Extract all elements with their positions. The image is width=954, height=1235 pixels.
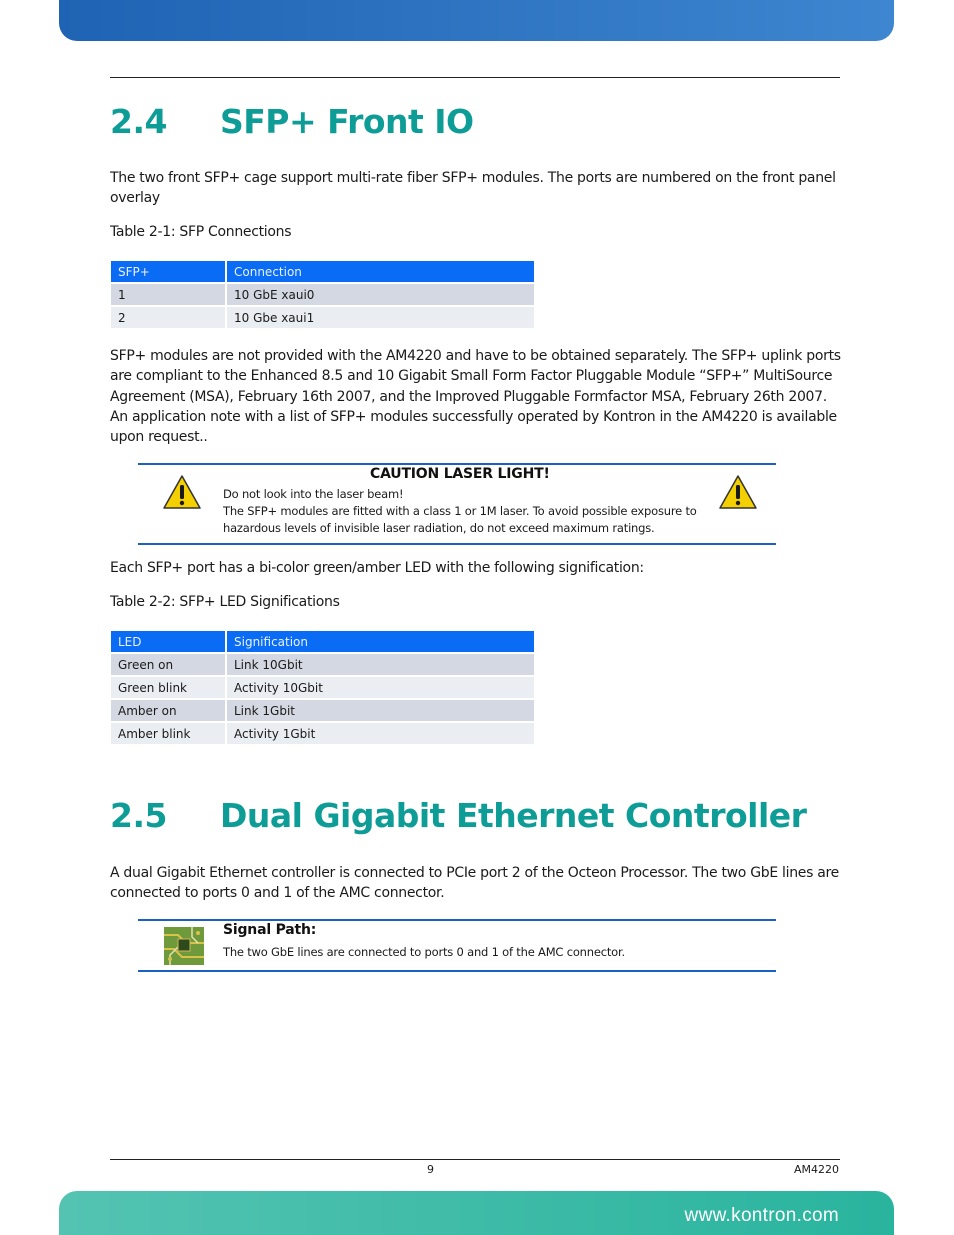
- header-banner: [59, 0, 894, 41]
- table-caption-sfp-connections: Table 2-1: SFP Connections: [110, 224, 292, 240]
- table-header: SFP+: [111, 261, 225, 282]
- caution-laser-note: [138, 463, 776, 545]
- table-cell: Activity 1Gbit: [227, 723, 534, 744]
- table-row: [111, 700, 534, 721]
- caution-title: CAUTION LASER LIGHT!: [370, 466, 550, 482]
- table-cell: Activity 10Gbit: [227, 677, 534, 698]
- signal-path-text: The two GbE lines are connected to ports 0 and 1 of the AMC connector.: [223, 945, 625, 959]
- page-number: 9: [427, 1163, 434, 1176]
- table-cell: Green on: [111, 654, 225, 675]
- ethernet-intro-paragraph: A dual Gigabit Ethernet controller is connected to PCIe port 2 of the Octeon Processor. The two GbE lines are connected to ports 0 and 1 of the AMC connector.: [110, 865, 839, 902]
- section-title: Dual Gigabit Ethernet Controller: [220, 796, 807, 835]
- circuit-board-icon: [164, 927, 204, 965]
- footer-rule: [110, 1159, 840, 1160]
- caution-line: Do not look into the laser beam!: [223, 487, 404, 501]
- led-intro-paragraph: Each SFP+ port has a bi-color green/amber LED with the following signification:: [110, 560, 644, 576]
- table-cell: Amber blink: [111, 723, 225, 744]
- website-link[interactable]: www.kontron.com: [684, 1205, 839, 1226]
- table-cell: 1: [111, 284, 225, 305]
- table-header: Connection: [227, 261, 534, 282]
- sfp-connections-table: [109, 259, 536, 330]
- table-cell: 10 Gbe xaui1: [227, 307, 534, 328]
- sfp-intro-paragraph: The two front SFP+ cage support multi-rate fiber SFP+ modules. The ports are numbered on the front panel overlay: [110, 170, 836, 207]
- document-name: AM4220: [793, 1163, 839, 1176]
- footer-banner: [59, 1191, 894, 1235]
- warning-icon: [162, 474, 202, 510]
- table-row: [111, 654, 534, 675]
- table-cell: 2: [111, 307, 225, 328]
- table-row: [111, 723, 534, 744]
- header-rule: [110, 77, 840, 78]
- table-caption-led-significations: Table 2-2: SFP+ LED Significations: [110, 594, 340, 610]
- table-cell: Link 10Gbit: [227, 654, 534, 675]
- table-header: LED: [111, 631, 225, 652]
- caution-line: hazardous levels of invisible laser radiation, do not exceed maximum ratings.: [223, 521, 655, 535]
- section-heading-2-4: [110, 102, 474, 141]
- signal-path-note: [138, 919, 776, 972]
- table-cell: Link 1Gbit: [227, 700, 534, 721]
- section-number: 2.5: [110, 796, 167, 835]
- table-cell: 10 GbE xaui0: [227, 284, 534, 305]
- table-cell: Green blink: [111, 677, 225, 698]
- section-heading-2-5: [110, 796, 806, 835]
- table-header: Signification: [227, 631, 534, 652]
- table-row: [111, 677, 534, 698]
- caution-line: The SFP+ modules are fitted with a class 1 or 1M laser. To avoid possible exposure to: [223, 504, 697, 518]
- table-row: [111, 284, 534, 305]
- table-cell: Amber on: [111, 700, 225, 721]
- section-number: 2.4: [110, 102, 167, 141]
- sfp-modules-paragraph: SFP+ modules are not provided with the AM4220 and have to be obtained separately. The SFP+ uplink ports are compliant to the Enhanced 8.5 and 10 Gigabit Small Form Factor Pluggable Module “SFP+” MultiSource Agreement (MSA), February 16th 2007, and the Improved Pluggable Formfactor MSA, February 26th 2007. An application note with a list of SFP+ modules successfully operated by Kontron in the AM4220 is available upon request..: [110, 348, 841, 446]
- signal-path-title: Signal Path:: [223, 922, 317, 938]
- section-title: SFP+ Front IO: [220, 102, 474, 141]
- warning-icon: [718, 474, 758, 510]
- led-significations-table: [109, 629, 536, 746]
- table-row: [111, 307, 534, 328]
